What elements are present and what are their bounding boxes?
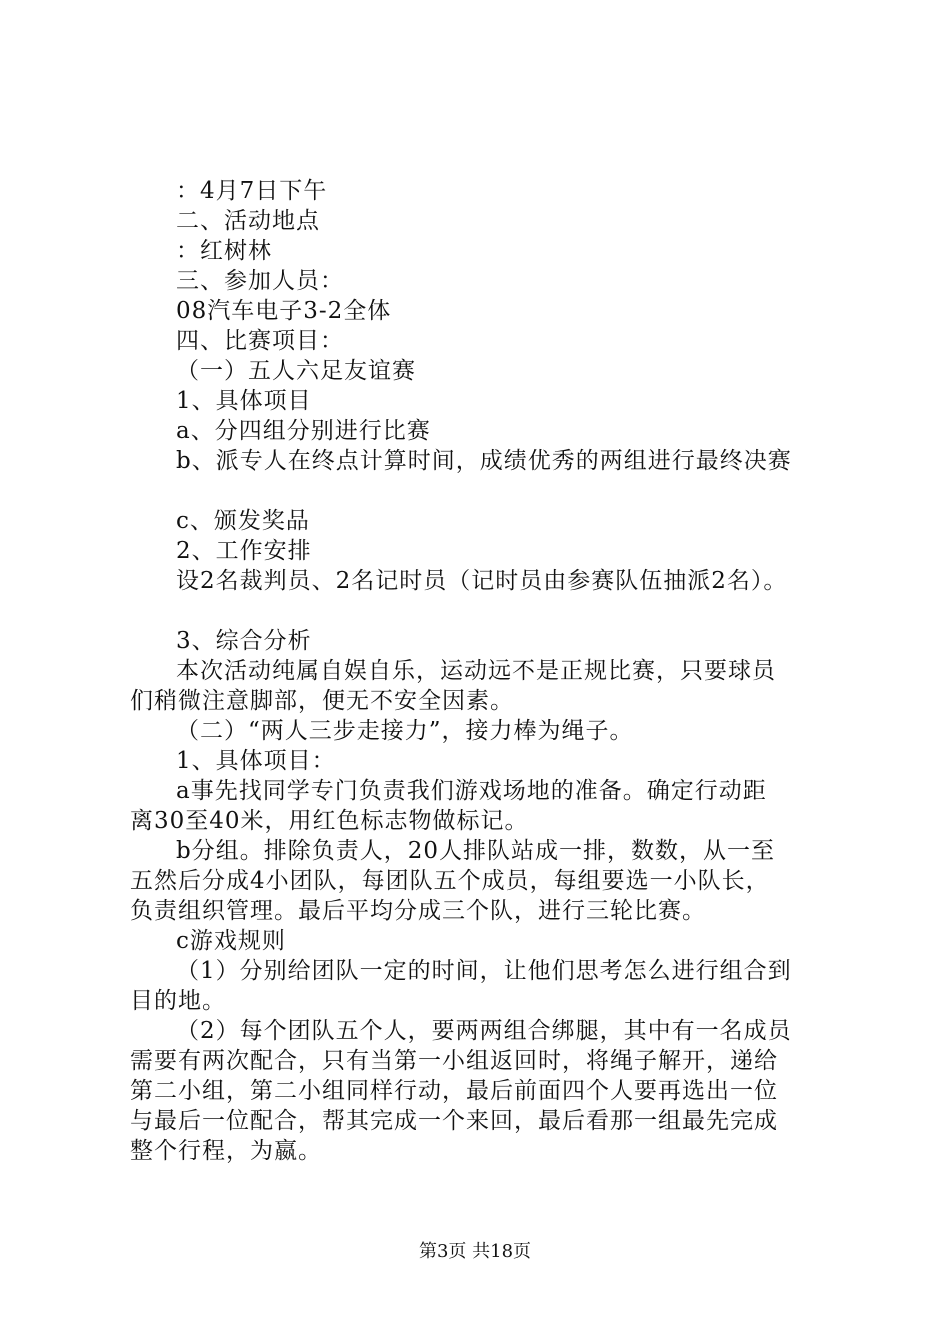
subheading-event-1: （一）五人六足友谊赛 [176, 358, 416, 384]
paragraph-line: 目的地。 [130, 988, 226, 1014]
text-line: 3、综合分析 [176, 628, 312, 654]
subheading-event-2: （二）“两人三步走接力”，接力棒为绳子。 [176, 718, 634, 744]
text-line: 2、工作安排 [176, 538, 312, 564]
text-line-location: ：红树林 [176, 238, 272, 264]
text-line-time: ：4月7日下午 [176, 178, 328, 204]
heading-participants: 三、参加人员： [176, 268, 344, 294]
text-line: 设2名裁判员、2名记时员（记时员由参赛队伍抽派2名）。 [176, 568, 788, 594]
text-line: c游戏规则 [176, 928, 286, 954]
text-line: 1、具体项目 [176, 388, 312, 414]
page-number-footer: 第3页 共18页 [418, 1241, 532, 1262]
paragraph-line: 第二小组，第二小组同样行动，最后前面四个人要再选出一位 [130, 1078, 778, 1104]
text-line-participants: 08汽车电子3-2全体 [176, 298, 392, 324]
text-line: b、派专人在终点计算时间，成绩优秀的两组进行最终决赛 [176, 448, 792, 474]
paragraph-line: （1）分别给团队一定的时间，让他们思考怎么进行组合到 [176, 958, 792, 984]
text-line: a、分四组分别进行比赛 [176, 418, 431, 444]
paragraph-line: a事先找同学专门负责我们游戏场地的准备。确定行动距 [176, 778, 767, 804]
paragraph-line: （2）每个团队五个人，要两两组合绑腿，其中有一名成员 [176, 1018, 792, 1044]
heading-events: 四、比赛项目： [176, 328, 344, 354]
paragraph-line: b分组。排除负责人，20人排队站成一排，数数，从一至 [176, 838, 775, 864]
paragraph-line: 本次活动纯属自娱自乐，运动远不是正规比赛，只要球员 [176, 658, 776, 684]
paragraph-line: 整个行程，为嬴。 [130, 1138, 322, 1164]
paragraph-line: 离30至40米，用红色标志物做标记。 [130, 808, 529, 834]
paragraph-line: 与最后一位配合，帮其完成一个来回，最后看那一组最先完成 [130, 1108, 778, 1134]
text-line: c、颁发奖品 [176, 508, 310, 534]
paragraph-line: 需要有两次配合，只有当第一小组返回时，将绳子解开，递给 [130, 1048, 778, 1074]
heading-location: 二、活动地点 [176, 208, 320, 234]
paragraph-line: 们稍微注意脚部，便无不安全因素。 [130, 688, 514, 714]
paragraph-line: 五然后分成4小团队，每团队五个成员，每组要选一小队长， [130, 868, 770, 894]
text-line: 1、具体项目： [176, 748, 336, 774]
paragraph-line: 负责组织管理。最后平均分成三个队，进行三轮比赛。 [130, 898, 706, 924]
